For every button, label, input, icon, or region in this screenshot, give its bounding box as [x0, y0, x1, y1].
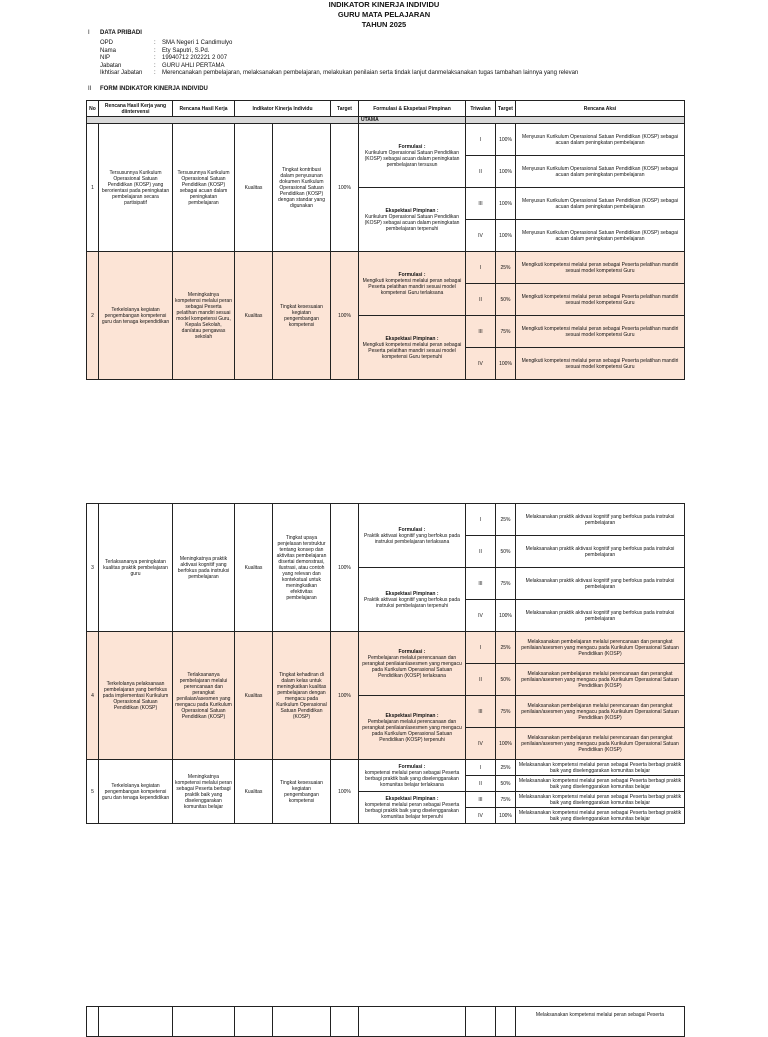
triwulan-cell: II [466, 156, 496, 188]
utama-row [87, 117, 685, 124]
iki-cell: Tingkat kesesuaian kegiatan pengembangan kompetensi [273, 252, 331, 380]
iki-cell: Tingkat upaya penjelasan terstruktur tentang konsep dan aktivitas pembelajaran disertai demonstrasi, ilustrasi, atau contoh yang relevan dan kontekstual untuk meningkatkan efektivitas pembelajaran [273, 504, 331, 632]
rencana-aksi-cell: Mengikuti kompetensi melalui peran sebagai Peserta pelatihan mandiri sesuai model kompetensi Guru [516, 284, 685, 316]
col-header-formulasi: Formulasi & Ekspetasi Pimpinan [359, 101, 466, 117]
tw-target-cell: 25% [496, 504, 516, 536]
formulasi-label: Formulasi : [398, 271, 426, 278]
ekspektasi-cell [359, 188, 466, 252]
rhk-cell: Meningkatnya kompetensi melalui peran sebagai Peserta berbagi praktik baik yang diselenggarakan komunitas belajar [173, 760, 235, 824]
info-label: Nama [100, 47, 117, 54]
tw-target-cell: 100% [496, 808, 516, 824]
document-subtitle: GURU MATA PELAJARAN [337, 10, 431, 19]
info-row-opd: OPD : SMA Negeri 1 Candimulyo [100, 40, 233, 46]
info-label: NIP [100, 55, 111, 62]
col-header-iki: Indikator Kinerja Individu [235, 101, 331, 117]
triwulan-cell: III [466, 188, 496, 220]
ekspektasi-text: kompetensi melalui peran sebagai Peserta berbagi praktik baik yang diselenggarakan komunitas belajar terpenuhi [364, 801, 460, 820]
triwulan-cell: IV [466, 348, 496, 380]
ekspektasi-cell [359, 316, 466, 380]
table-row [87, 1007, 685, 1037]
rencana-aksi-cell: Menyusun Kurikulum Operasional Satuan Pendidikan (KOSP) sebagai acuan dalam peningkatan pembelajaran [516, 156, 685, 188]
rencana-aksi-cell: Mengikuti kompetensi melalui peran sebagai Peserta pelatihan mandiri sesuai model kompetensi Guru [516, 316, 685, 348]
no-cell: 1 [87, 124, 99, 252]
rhk-intervensi-cell: Terkelolanya kegiatan pengembangan kompetensi guru dan tenaga kependidikan [99, 760, 173, 824]
section-label: FORM INDIKATOR KINERJA INDIVIDU [100, 86, 208, 92]
triwulan-cell: II [466, 536, 496, 568]
tw-target-cell: 50% [496, 284, 516, 316]
ekspektasi-cell [359, 696, 466, 760]
triwulan-cell: II [466, 776, 496, 792]
rhk-cell: Tersusunnya Kurikulum Operasional Satuan Pendidikan (KOSP) sebagai acuan dalam peningkatan pembelajaran [173, 124, 235, 252]
formulasi-cell [359, 760, 466, 792]
rhk-cell: Meningkatnya praktik aktivasi kognitif yang berfokus pada instruksi pembelajaran [173, 504, 235, 632]
target-cell: 100% [331, 632, 359, 760]
tw-target-cell: 50% [496, 776, 516, 792]
triwulan-cell: IV [466, 600, 496, 632]
tw-target-cell: 100% [496, 188, 516, 220]
ekspektasi-text: Praktik aktivasi kognitif yang berfokus pada instruksi pembelajaran terpenuhi [364, 596, 460, 609]
col-header-no: No [87, 101, 99, 117]
info-value: SMA Negeri 1 Candimulyo [162, 40, 233, 46]
info-row-nip: NIP : 19940712 202221 2 007 [100, 55, 228, 62]
rencana-aksi-cell: Melaksanakan pembelajaran melalui perencanaan dan perangkat penilaian/asesmen yang mengacu pada Kurikulum Operasional Satuan Pendidikan (KOSP) [516, 664, 685, 696]
document-year: TAHUN 2025 [361, 20, 407, 29]
iki-cell: Tingkat kesesuaian kegiatan pengembangan kompetensi [273, 760, 331, 824]
aspek-cell: Kualitas [235, 504, 273, 632]
aspek-cell: Kualitas [235, 760, 273, 824]
rencana-aksi-cell: Mengikuti kompetensi melalui peran sebagai Peserta pelatihan mandiri sesuai model kompetensi Guru [516, 252, 685, 284]
section-number: II [88, 86, 92, 92]
aspek-cell: Kualitas [235, 632, 273, 760]
formulasi-cell [359, 632, 466, 696]
formulasi-label: Formulasi : [398, 648, 426, 655]
triwulan-cell: I [466, 760, 496, 776]
ekspektasi-label: Ekspektasi Pimpinan : [385, 712, 439, 719]
rencana-aksi-cell: Melaksanakan praktik aktivasi kognitif yang berfokus pada instruksi pembelajaran [516, 536, 685, 568]
tw-target-cell: 100% [496, 124, 516, 156]
info-value: GURU AHLI PERTAMA [162, 62, 225, 69]
table-header-row [87, 101, 685, 117]
tw-target-cell: 100% [496, 728, 516, 760]
target-cell: 100% [331, 252, 359, 380]
formulasi-label: Formulasi : [398, 763, 426, 770]
iki-cell: Tingkat kontribusi dalam penyusunan dokumen Kurikulum Operasional Satuan Pendidikan (KOSP) dengan standar yang digunakan [273, 124, 331, 252]
tw-target-cell: 100% [496, 156, 516, 188]
triwulan-cell: IV [466, 220, 496, 252]
triwulan-cell: III [466, 792, 496, 808]
aspek-cell: Kualitas [235, 124, 273, 252]
table-row [87, 504, 685, 536]
formulasi-text: Pembelajaran melalui perencanaan dan perangkat penilaian/asesmen yang mengacu pada Kurikulum Operasional Satuan Pendidikan (KOSP) terlaksana [362, 654, 462, 679]
triwulan-cell: IV [466, 808, 496, 824]
triwulan-cell: II [466, 664, 496, 696]
triwulan-cell: II [466, 284, 496, 316]
table-row [87, 632, 685, 664]
section-data-pribadi [88, 30, 142, 36]
info-row-jabatan: Jabatan : GURU AHLI PERTAMA [100, 62, 225, 69]
rencana-aksi-cell: Melaksanakan praktik aktivasi kognitif yang berfokus pada instruksi pembelajaran [516, 504, 685, 536]
rencana-aksi-cell: Melaksanakan praktik aktivasi kognitif yang berfokus pada instruksi pembelajaran [516, 600, 685, 632]
formulasi-label: Formulasi : [398, 143, 426, 150]
rhk-cell: Meningkatnya kompetensi melalui peran sebagai Peserta pelatihan mandiri sesuai model kompetensi Guru, Kepala Sekolah, dan/atau pengawas sekolah [173, 252, 235, 380]
col-header-tw-target: Target [496, 101, 516, 117]
section-form-iki [88, 86, 208, 92]
personal-info [100, 40, 578, 78]
rencana-aksi-cell: Melaksanakan pembelajaran melalui perencanaan dan perangkat penilaian/asesmen yang mengacu pada Kurikulum Operasional Satuan Pendidikan (KOSP) [516, 728, 685, 760]
info-value: 19940712 202221 2 007 [162, 55, 228, 62]
iki-table-1 [86, 100, 685, 380]
rencana-aksi-cell: Melaksanakan kompetensi melalui peran sebagai Peserta berbagi praktik baik yang diselenggarakan komunitas belajar [516, 808, 685, 824]
rencana-aksi-cell: Melaksanakan kompetensi melalui peran sebagai Peserta berbagi praktik baik yang diselenggarakan komunitas belajar [516, 792, 685, 808]
no-cell: 4 [87, 632, 99, 760]
rencana-aksi-cell: Melaksanakan kompetensi melalui peran sebagai Peserta berbagi praktik baik yang diselenggarakan komunitas belajar [516, 760, 685, 776]
triwulan-cell: III [466, 696, 496, 728]
formulasi-text: kompetensi melalui peran sebagai Peserta berbagi praktik baik yang diselenggarakan komunitas belajar terlaksana [364, 769, 460, 788]
formulasi-text: Praktik aktivasi kognitif yang berfokus pada instruksi pembelajaran terlaksana [364, 532, 460, 545]
formulasi-cell [359, 252, 466, 316]
ekspektasi-cell [359, 792, 466, 824]
triwulan-cell: I [466, 124, 496, 156]
col-header-rhk: Rencana Hasil Kerja [173, 101, 235, 117]
aspek-cell: Kualitas [235, 252, 273, 380]
info-value: Merencanakan pembelajaran, melaksanakan pembelajaran, melakukan penilaian serta tindak lanjut danmelaksanakan tugas tambahan lainnya yang relevan [162, 70, 579, 77]
tw-target-cell: 75% [496, 316, 516, 348]
triwulan-cell: III [466, 316, 496, 348]
table-row [87, 124, 685, 156]
triwulan-cell: III [466, 568, 496, 600]
tw-target-cell: 25% [496, 760, 516, 776]
formulasi-cell [359, 124, 466, 188]
ekspektasi-label: Ekspektasi Pimpinan : [385, 795, 439, 802]
col-header-rhk-intervensi: Rencana Hasil Kerja yang diintervensi [99, 101, 173, 117]
no-cell: 3 [87, 504, 99, 632]
utama-label: UTAMA [359, 117, 466, 124]
target-cell: 100% [331, 504, 359, 632]
iki-cell: Tingkat kehadiran di dalam kelas untuk meningkatkan kualitas pembelajaran dengan mengacu pada Kurikulum Operasional Satuan Pendidikan (KOSP) [273, 632, 331, 760]
rhk-intervensi-cell: Terkelolanya pelaksanaan pembelajaran yang berfokus pada implementasi Kurikulum Operasional Satuan Pendidikan (KOSP) [99, 632, 173, 760]
rencana-aksi-cell: Menyusun Kurikulum Operasional Satuan Pendidikan (KOSP) sebagai acuan dalam peningkatan pembelajaran [516, 188, 685, 220]
tw-target-cell: 75% [496, 792, 516, 808]
rhk-intervensi-cell: Terlaksananya peningkatan kualitas praktik pembelajaran guru [99, 504, 173, 632]
info-row-ikhtisar: Ikhtisar Jabatan : Merencanakan pembelajaran, melaksanakan pembelajaran, melakukan penilaian serta tindak lanjut danmelaksanakan tugas tambahan lainnya yang relevan [100, 70, 579, 77]
info-label: Ikhtisar Jabatan [100, 70, 143, 77]
formulasi-label: Formulasi : [398, 526, 426, 533]
tw-target-cell: 25% [496, 252, 516, 284]
rhk-cell: Terlaksananya pembelajaran melalui perencanaan dan perangkat penilaian/asesmen yang mengacu pada Kurikulum Operasional Satuan Pendidikan (KOSP) [173, 632, 235, 760]
table-row [87, 252, 685, 284]
col-header-triwulan: Triwulan [466, 101, 496, 117]
ekspektasi-text: Kurikulum Operasional Satuan Pendidikan (KOSP) sebagai acuan dalam peningkatan pembelajaran terpenuhi [364, 213, 460, 232]
col-header-rencana-aksi: Rencana Aksi [516, 101, 685, 117]
rencana-aksi-cell: Melaksanakan pembelajaran melalui perencanaan dan perangkat penilaian/asesmen yang mengacu pada Kurikulum Operasional Satuan Pendidikan (KOSP) [516, 632, 685, 664]
no-cell: 5 [87, 760, 99, 824]
info-row-nama: Nama : Ety Saputri, S.Pd. [100, 47, 210, 54]
iki-table-2 [86, 503, 685, 824]
triwulan-cell: I [466, 504, 496, 536]
section-label: DATA PRIBADI [100, 30, 142, 36]
rencana-aksi-cell: Melaksanakan kompetensi melalui peran sebagai Peserta berbagi praktik baik yang diselenggarakan komunitas belajar [516, 776, 685, 792]
section-number: I [88, 30, 90, 36]
rhk-intervensi-cell: Tersusunnya Kurikulum Operasional Satuan Pendidikan (KOSP) yang berorientasi pada peningkatan pembelajaran secara partisipatif [99, 124, 173, 252]
tw-target-cell: 50% [496, 536, 516, 568]
tw-target-cell: 100% [496, 220, 516, 252]
triwulan-cell: IV [466, 728, 496, 760]
ekspektasi-label: Ekspektasi Pimpinan : [385, 335, 439, 342]
table-row [87, 760, 685, 776]
formulasi-text: Kurikulum Operasional Satuan Pendidikan (KOSP) sebagai acuan dalam peningkatan pembelajaran tersusun [364, 149, 460, 168]
info-label: OPD [100, 40, 114, 46]
info-value: Ety Saputri, S.Pd. [162, 47, 210, 54]
triwulan-cell: I [466, 252, 496, 284]
ekspektasi-text: Pembelajaran melalui perencanaan dan perangkat penilaian/asesmen yang mengacu pada Kurikulum Operasional Satuan Pendidikan (KOSP) terpenuhi [362, 718, 462, 743]
rencana-aksi-cell: Melaksanakan kompetensi melalui peran sebagai Peserta [516, 1007, 685, 1037]
tw-target-cell: 75% [496, 696, 516, 728]
tw-target-cell: 75% [496, 568, 516, 600]
document-title: INDIKATOR KINERJA INDIVIDU [328, 0, 440, 9]
target-cell: 100% [331, 760, 359, 824]
formulasi-cell [359, 504, 466, 568]
ekspektasi-label: Ekspektasi Pimpinan : [385, 207, 439, 214]
no-cell: 2 [87, 252, 99, 380]
col-header-target: Target [331, 101, 359, 117]
ekspektasi-text: Mengikuti kompetensi melalui peran sebagai Peserta pelatihan mandiri sesuai model kompetensi Guru terpenuhi [362, 341, 462, 360]
iki-table-3 [86, 1006, 685, 1037]
rencana-aksi-cell: Mengikuti kompetensi melalui peran sebagai Peserta pelatihan mandiri sesuai model kompetensi Guru [516, 348, 685, 380]
tw-target-cell: 50% [496, 664, 516, 696]
tw-target-cell: 100% [496, 348, 516, 380]
tw-target-cell: 25% [496, 632, 516, 664]
ekspektasi-cell [359, 568, 466, 632]
rhk-intervensi-cell: Terkelolanya kegiatan pengembangan kompetensi guru dan tenaga kependidikan [99, 252, 173, 380]
info-label: Jabatan [100, 62, 122, 69]
rencana-aksi-cell: Melaksanakan pembelajaran melalui perencanaan dan perangkat penilaian/asesmen yang mengacu pada Kurikulum Operasional Satuan Pendidikan (KOSP) [516, 696, 685, 728]
tw-target-cell: 100% [496, 600, 516, 632]
target-cell: 100% [331, 124, 359, 252]
triwulan-cell: I [466, 632, 496, 664]
rencana-aksi-cell: Menyusun Kurikulum Operasional Satuan Pendidikan (KOSP) sebagai acuan dalam peningkatan pembelajaran [516, 220, 685, 252]
rencana-aksi-cell: Menyusun Kurikulum Operasional Satuan Pendidikan (KOSP) sebagai acuan dalam peningkatan pembelajaran [516, 124, 685, 156]
rencana-aksi-cell: Melaksanakan praktik aktivasi kognitif yang berfokus pada instruksi pembelajaran [516, 568, 685, 600]
ekspektasi-label: Ekspektasi Pimpinan : [385, 590, 439, 597]
formulasi-text: Mengikuti kompetensi melalui peran sebagai Peserta pelatihan mandiri sesuai model kompetensi Guru terlaksana [362, 277, 462, 296]
